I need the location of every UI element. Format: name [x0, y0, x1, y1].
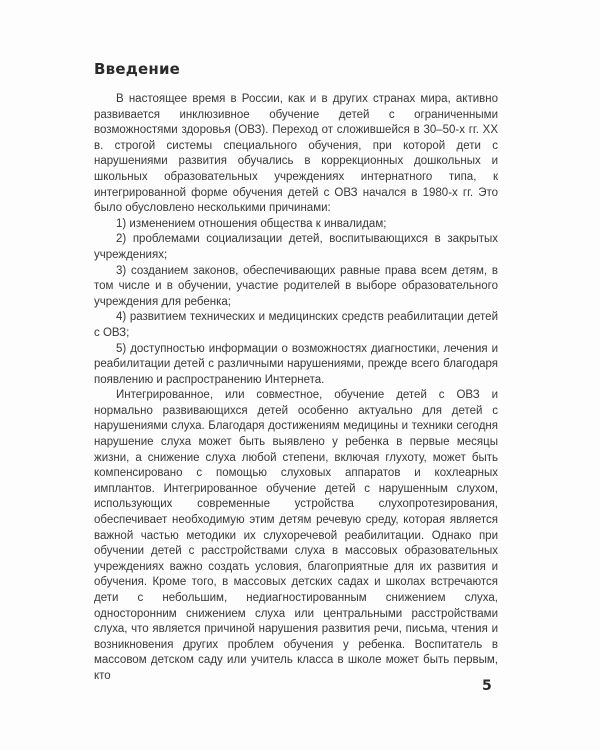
- list-item-5: 5) доступностью информации о возможностях диагностики, лечения и реабилитации детей с различными нарушениями, прежде всего благодаря появлению и распространению Интернета.: [94, 342, 498, 386]
- list-item-2: 2) проблемами социализации детей, воспитывающихся в закрытых учреждениях;: [94, 233, 498, 261]
- list-item-1: 1) изменением отношения общества к инвалидам;: [116, 217, 387, 230]
- body-text: [94, 92, 498, 685]
- page-number: 5: [482, 678, 492, 694]
- page-title: Введение: [94, 60, 181, 78]
- paragraph-integration: Интегрированное, или совместное, обучение детей с ОВЗ и нормально развивающихся детей особенно актуально для детей с нарушениями слуха. Благодаря достижениям медицины и техники сегодня нарушение слуха может быть выявлено у ребенка в первые месяцы жизни, а снижение слуха любой степени, включая глухоту, может быть компенсировано с помощью слуховых аппаратов и кохлеарных имплантов. Интегрированное обучение детей с нарушенным слухом, использующих современные устройства слухопротезирования, обеспечивает необходимую этим детям речевую среду, которая является важной частью методики их слухоречевой реабилитации. Однако при обучении детей с расстройствами слуха в массовых образовательных учреждениях важно создать условия, благоприятные для их развития и обучения. Кроме того, в массовых детских садах и школах встречаются дети с небольшим, недиагностированным снижением слуха, односторонним снижением слуха или центральными расстройствами слуха, что является причиной нарушения развития речи, письма, чтения и возникновения других проблем обучения у ребенка. Воспитатель в массовом детском саду или учитель класса в школе может быть первым, кто: [94, 389, 498, 682]
- list-item-3: 3) созданием законов, обеспечивающих равные права всем детям, в том числе и в обучении, участие родителей в выборе образовательного учреждения для ребенка;: [94, 264, 498, 308]
- paragraph-intro: В настоящее время в России, как и в других странах мира, активно развивается инклюзивное обучение детей с ограниченными возможностями здоровья (ОВЗ). Переход от сложившейся в 30–50-х гг. XX в. строгой системы специального обучения, при которой дети с нарушениями развития обучались в коррекционных дошкольных и школьных образовательных учреждениях интернатного типа, к интегрированной форме обучения детей с ОВЗ начался в 1980-х гг. Это было обусловлено несколькими причинами:: [94, 93, 498, 215]
- list-item-4: 4) развитием технических и медицинских средств реабилитации детей с ОВЗ;: [94, 311, 498, 339]
